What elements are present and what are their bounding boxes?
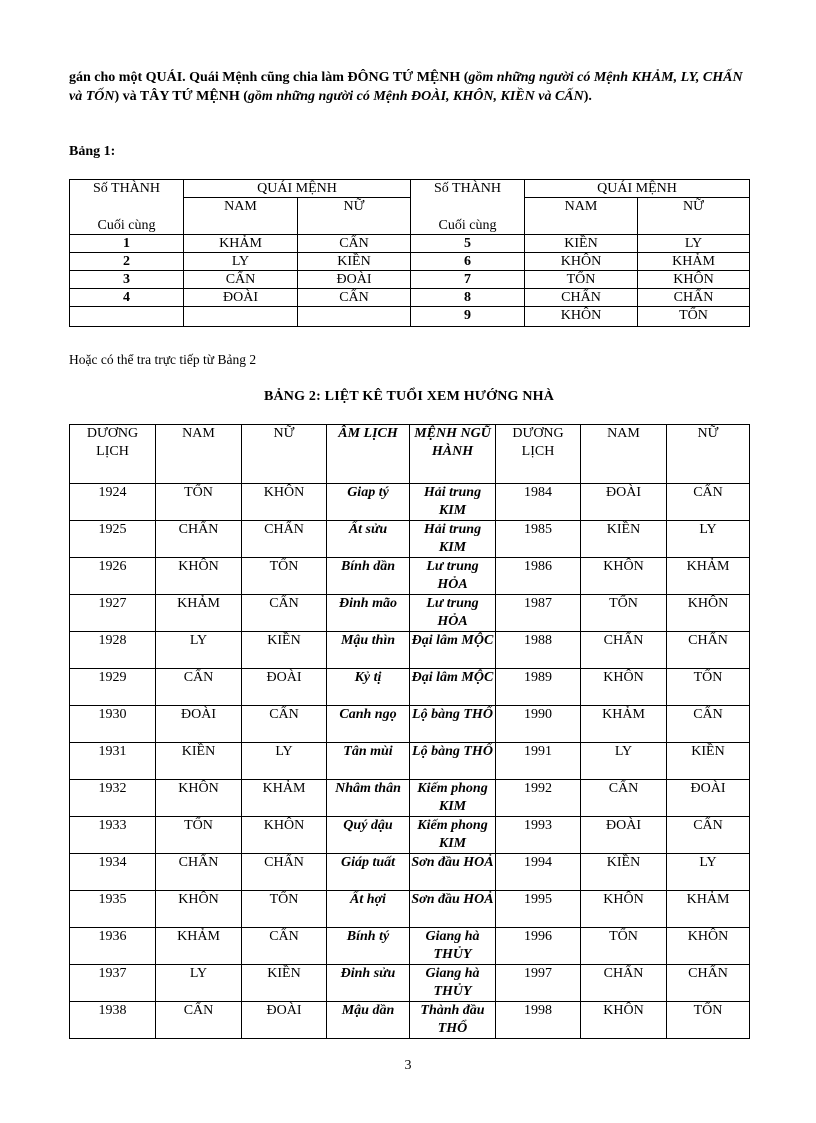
table2-cell: KHÔN xyxy=(242,817,327,854)
table2-cell: 1931 xyxy=(70,743,156,780)
table2-cell: CHẤN xyxy=(581,965,667,1002)
table2-header-cell: DƯƠNG LỊCH xyxy=(496,425,581,484)
table1-body xyxy=(70,235,750,327)
table2-cell: Sơn đầu HOẢ xyxy=(410,891,496,928)
table2-cell: 1924 xyxy=(70,484,156,521)
table2-cell: Tân mùi xyxy=(327,743,410,780)
table2-cell: ĐOÀI xyxy=(242,669,327,706)
table2-cell: KHÔN xyxy=(156,558,242,595)
table2-cell: TỐN xyxy=(156,817,242,854)
table2-cell: 1991 xyxy=(496,743,581,780)
table2-cell: LY xyxy=(581,743,667,780)
table2-cell: CHẤN xyxy=(156,854,242,891)
table1-header-so-thanh-2 xyxy=(411,180,525,235)
table1-cell: TỐN xyxy=(525,271,638,289)
table1-cell: CHẤN xyxy=(638,289,750,307)
table2-cell: KHẢM xyxy=(156,928,242,965)
intro-text-1: gán cho một QUÁI. Quái Mệnh cũng chia làm ĐÔNG TỨ MỆNH ( xyxy=(69,70,469,85)
table2-cell: 1989 xyxy=(496,669,581,706)
table1-cell: KIỀN xyxy=(525,235,638,253)
table2-header-cell: DƯƠNG LỊCH xyxy=(70,425,156,484)
table2-cell: KHÔN xyxy=(581,891,667,928)
table2-cell: Đinh sửu xyxy=(327,965,410,1002)
table1-cell: 7 xyxy=(411,271,525,289)
table2-cell: 1995 xyxy=(496,891,581,928)
table2-cell: 1935 xyxy=(70,891,156,928)
table2-cell: 1926 xyxy=(70,558,156,595)
table2-cell: CẤN xyxy=(242,928,327,965)
table2-cell: 1996 xyxy=(496,928,581,965)
table1-cell: CẤN xyxy=(184,271,298,289)
so-thanh-label: Số THÀNH xyxy=(433,181,502,196)
table1-label: Bảng 1: xyxy=(69,144,116,159)
table2-cell: Hải trung KIM xyxy=(410,521,496,558)
table2-cell: KHẢM xyxy=(667,891,750,928)
table2-cell: 1998 xyxy=(496,1002,581,1039)
table1-cell: KIỀN xyxy=(298,253,411,271)
table1-cell xyxy=(70,307,184,327)
table2-cell: 1934 xyxy=(70,854,156,891)
table2 xyxy=(69,424,750,1039)
table2-row xyxy=(70,558,750,595)
table1-cell: 2 xyxy=(70,253,184,271)
table2-cell: 1928 xyxy=(70,632,156,669)
table2-row xyxy=(70,965,750,1002)
table2-cell: ĐOÀI xyxy=(581,484,667,521)
table2-cell: Đại lâm MỘC xyxy=(410,669,496,706)
table2-cell: CẤN xyxy=(581,780,667,817)
table2-cell: CẤN xyxy=(242,595,327,632)
table1-row xyxy=(70,307,750,327)
table1-cell: 4 xyxy=(70,289,184,307)
table2-cell: Giang hà THỦY xyxy=(410,928,496,965)
table1-header-quai-menh-2: QUÁI MỆNH xyxy=(525,180,750,198)
table2-row xyxy=(70,706,750,743)
table2-cell: TỐN xyxy=(581,595,667,632)
table2-cell: KIỀN xyxy=(242,965,327,1002)
intro-text-3: ). xyxy=(583,89,592,104)
table2-cell: 1936 xyxy=(70,928,156,965)
table2-cell: 1993 xyxy=(496,817,581,854)
table2-header-row xyxy=(70,425,750,484)
table1-cell: ĐOÀI xyxy=(298,271,411,289)
table2-cell: TỐN xyxy=(667,669,750,706)
table2-cell: TỐN xyxy=(667,1002,750,1039)
table2-cell: Giang hà THỦY xyxy=(410,965,496,1002)
table2-header-cell: ÂM LỊCH xyxy=(327,425,410,484)
table1-cell xyxy=(184,307,298,327)
table2-cell: TỐN xyxy=(581,928,667,965)
table2-cell: ĐOÀI xyxy=(156,706,242,743)
table2-cell: KHẢM xyxy=(667,558,750,595)
table2-row xyxy=(70,484,750,521)
table2-cell: CHẤN xyxy=(581,632,667,669)
table2-cell: Mậu thìn xyxy=(327,632,410,669)
table2-body xyxy=(70,484,750,1039)
table2-cell: 1930 xyxy=(70,706,156,743)
table2-row xyxy=(70,891,750,928)
table2-cell: Lộ bàng THỔ xyxy=(410,743,496,780)
table2-cell: 1925 xyxy=(70,521,156,558)
table2-cell: Đại lâm MỘC xyxy=(410,632,496,669)
table2-header-cell: NỮ xyxy=(667,425,750,484)
table2-header-cell: MỆNH NGŨ HÀNH xyxy=(410,425,496,484)
table2-cell: 1984 xyxy=(496,484,581,521)
table2-cell: Mậu dần xyxy=(327,1002,410,1039)
table1-cell: KHẢM xyxy=(184,235,298,253)
table2-cell: 1988 xyxy=(496,632,581,669)
table2-cell: Kiếm phong KIM xyxy=(410,817,496,854)
table1-header-nu: NỮ xyxy=(298,198,411,235)
table2-cell: Canh ngọ xyxy=(327,706,410,743)
table1-cell: 6 xyxy=(411,253,525,271)
or-line-text: Hoặc có thể tra trực tiếp từ Bảng 2 xyxy=(69,352,257,367)
table1-cell: LY xyxy=(184,253,298,271)
table2-cell: LY xyxy=(242,743,327,780)
table2-cell: 1929 xyxy=(70,669,156,706)
table1-cell: ĐOÀI xyxy=(184,289,298,307)
table2-cell: KIỀN xyxy=(581,854,667,891)
table2-cell: CHẤN xyxy=(242,521,327,558)
table2-cell: CHẤN xyxy=(667,965,750,1002)
table1-row xyxy=(70,235,750,253)
table1-cell: CHẤN xyxy=(525,289,638,307)
intro-text-2: ) và TÂY TỨ MỆNH ( xyxy=(114,89,248,104)
table2-row xyxy=(70,595,750,632)
table2-cell: KHẢM xyxy=(581,706,667,743)
table2-cell: KHÔN xyxy=(581,1002,667,1039)
table1-cell: KHÔN xyxy=(525,307,638,327)
table2-cell: CHẤN xyxy=(667,632,750,669)
table1-header-nam: NAM xyxy=(184,198,298,235)
table2-row xyxy=(70,743,750,780)
table2-cell: LY xyxy=(667,521,750,558)
table2-cell: 1986 xyxy=(496,558,581,595)
table2-cell: Hải trung KIM xyxy=(410,484,496,521)
table2-cell: 1990 xyxy=(496,706,581,743)
page-number: 3 xyxy=(404,1058,412,1073)
table2-cell: CẤN xyxy=(667,706,750,743)
table1-cell: 8 xyxy=(411,289,525,307)
table2-cell: CẤN xyxy=(156,669,242,706)
table2-cell: KHÔN xyxy=(581,558,667,595)
table2-cell: 1985 xyxy=(496,521,581,558)
table1-row xyxy=(70,271,750,289)
cuoi-cung-label: Cuối cùng xyxy=(97,218,156,233)
table2-cell: Ất hợi xyxy=(327,891,410,928)
table2-cell: 1992 xyxy=(496,780,581,817)
table2-cell: Lư trung HỎA xyxy=(410,558,496,595)
table2-cell: ĐOÀI xyxy=(581,817,667,854)
table1-row xyxy=(70,253,750,271)
table2-cell: KHẢM xyxy=(156,595,242,632)
table2-cell: CHẤN xyxy=(242,854,327,891)
table2-title: BẢNG 2: LIỆT KÊ TUỔI XEM HƯỚNG NHÀ xyxy=(263,389,555,404)
table2-header-cell: NỮ xyxy=(242,425,327,484)
table1-cell: TỐN xyxy=(638,307,750,327)
table2-cell: KIỀN xyxy=(667,743,750,780)
table2-cell: 1997 xyxy=(496,965,581,1002)
table2-cell: KIỀN xyxy=(581,521,667,558)
table2-header-cell: NAM xyxy=(156,425,242,484)
table2-cell: Bính tý xyxy=(327,928,410,965)
table2-cell: 1927 xyxy=(70,595,156,632)
so-thanh-label: Số THÀNH xyxy=(92,181,161,196)
table2-cell: Lộ bàng THỔ xyxy=(410,706,496,743)
table2-row xyxy=(70,854,750,891)
table2-cell: KHÔN xyxy=(667,595,750,632)
table1-cell: 3 xyxy=(70,271,184,289)
table2-cell: Kiếm phong KIM xyxy=(410,780,496,817)
table1-cell xyxy=(298,307,411,327)
table1-cell: CẤN xyxy=(298,235,411,253)
intro-italic-2: gồm những người có Mệnh ĐOÀI, KHÔN, KIỀN và CẤN xyxy=(247,89,584,104)
table1-cell: CẤN xyxy=(298,289,411,307)
table2-cell: LY xyxy=(667,854,750,891)
table2-row xyxy=(70,669,750,706)
table2-row xyxy=(70,817,750,854)
table2-cell: KHÔN xyxy=(667,928,750,965)
table2-cell: KHÔN xyxy=(581,669,667,706)
table1-cell: 9 xyxy=(411,307,525,327)
table2-cell: CẤN xyxy=(667,484,750,521)
table2-cell: Thành đầu THỔ xyxy=(410,1002,496,1039)
table2-cell: KHÔN xyxy=(156,780,242,817)
table2-header-cell: NAM xyxy=(581,425,667,484)
table2-cell: TỐN xyxy=(242,891,327,928)
table2-cell: CẤN xyxy=(242,706,327,743)
table1-header-row xyxy=(70,180,750,198)
table2-cell: 1994 xyxy=(496,854,581,891)
table2-cell: Nhâm thân xyxy=(327,780,410,817)
table2-cell: ĐOÀI xyxy=(242,1002,327,1039)
table1-header-so-thanh xyxy=(70,180,184,235)
table2-cell: KHẢM xyxy=(242,780,327,817)
table2-cell: Ất sửu xyxy=(327,521,410,558)
table1-header-quai-menh: QUÁI MỆNH xyxy=(184,180,411,198)
table1 xyxy=(69,179,750,327)
table2-row xyxy=(70,928,750,965)
cuoi-cung-label: Cuối cùng xyxy=(438,218,497,233)
table2-cell: CẤN xyxy=(156,1002,242,1039)
table2-cell: CHẤN xyxy=(156,521,242,558)
table2-cell: KIỀN xyxy=(242,632,327,669)
table2-cell: Sơn đầu HOẢ xyxy=(410,854,496,891)
table2-row xyxy=(70,1002,750,1039)
table2-cell: Lư trung HỎA xyxy=(410,595,496,632)
table1-cell: KHÔN xyxy=(638,271,750,289)
table1-header-nam-2: NAM xyxy=(525,198,638,235)
table2-cell: KIỀN xyxy=(156,743,242,780)
table2-cell: 1938 xyxy=(70,1002,156,1039)
table2-cell: Quý dậu xyxy=(327,817,410,854)
table2-cell: KHÔN xyxy=(242,484,327,521)
table1-cell: 1 xyxy=(70,235,184,253)
table2-cell: 1933 xyxy=(70,817,156,854)
table1-cell: KHÔN xyxy=(525,253,638,271)
table2-cell: 1987 xyxy=(496,595,581,632)
table2-cell: Giap tý xyxy=(327,484,410,521)
intro-italic-1: gồm những người có Mệnh KHẢM, LY, CHẤN và TỐN xyxy=(69,70,743,104)
table2-cell: 1937 xyxy=(70,965,156,1002)
table2-cell: LY xyxy=(156,632,242,669)
table2-cell: 1932 xyxy=(70,780,156,817)
table1-cell: KHẢM xyxy=(638,253,750,271)
table2-cell: KHÔN xyxy=(156,891,242,928)
table2-cell: Đinh mão xyxy=(327,595,410,632)
table2-cell: Kỷ tị xyxy=(327,669,410,706)
table2-row xyxy=(70,521,750,558)
table2-cell: TỐN xyxy=(156,484,242,521)
table2-cell: LY xyxy=(156,965,242,1002)
table1-row xyxy=(70,289,750,307)
table1-header-nu-2: NỮ xyxy=(638,198,750,235)
table2-cell: Bính dần xyxy=(327,558,410,595)
table2-cell: TỐN xyxy=(242,558,327,595)
table2-row xyxy=(70,632,750,669)
table2-row xyxy=(70,780,750,817)
table2-cell: ĐOÀI xyxy=(667,780,750,817)
table2-cell: CẤN xyxy=(667,817,750,854)
table1-cell: LY xyxy=(638,235,750,253)
table1-cell: 5 xyxy=(411,235,525,253)
intro-paragraph xyxy=(69,68,749,106)
table2-cell: Giáp tuất xyxy=(327,854,410,891)
